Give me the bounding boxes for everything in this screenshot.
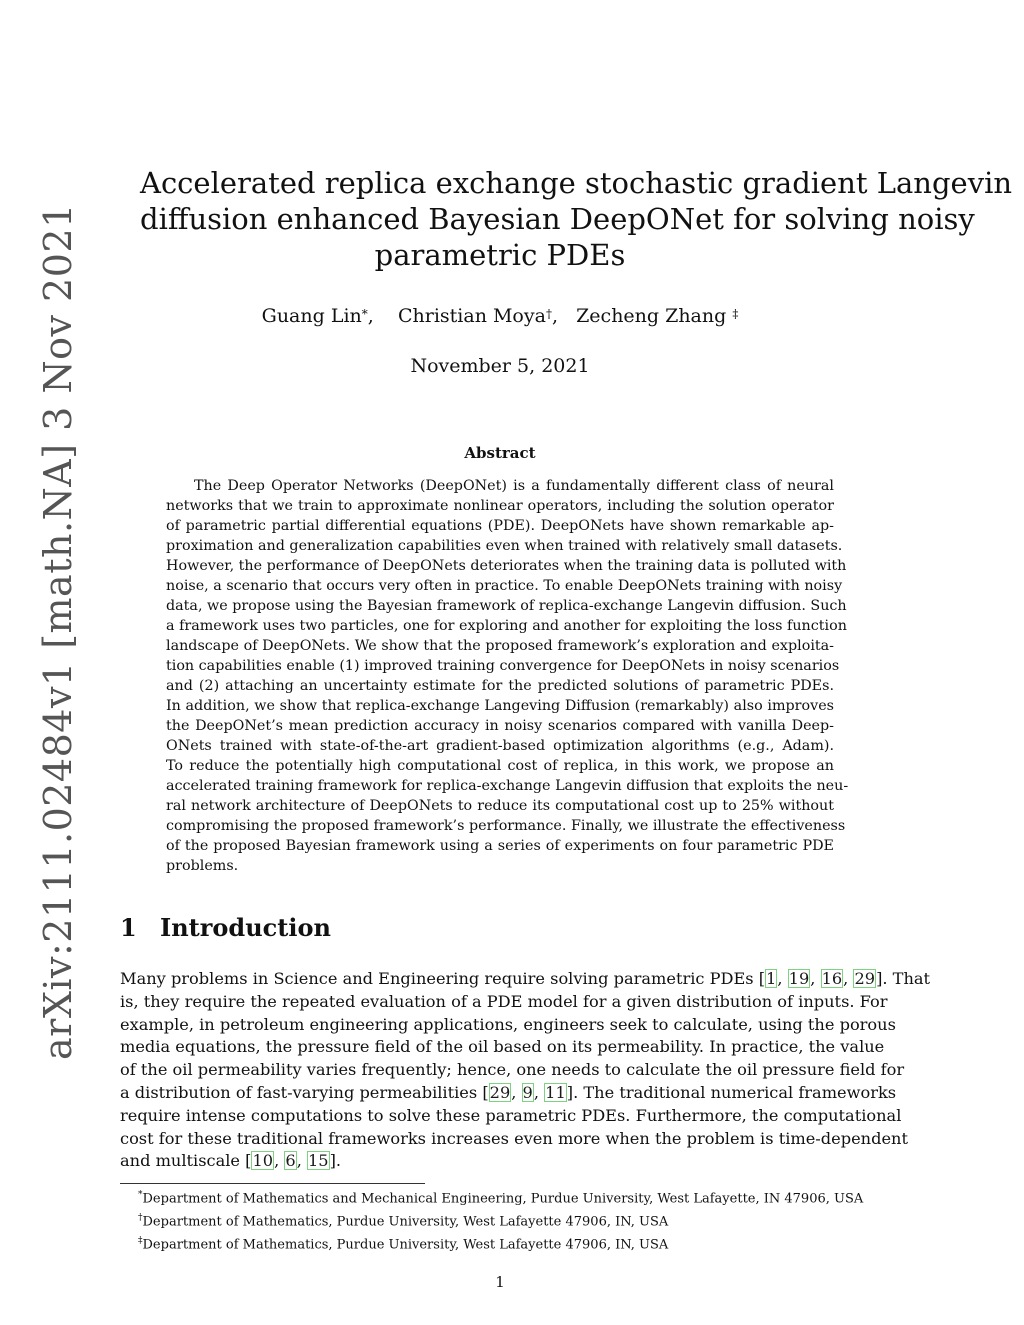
abstract-line: tion capabilities enable (1) improved training convergence for DeepONets in noisy scenarios: [166, 658, 840, 674]
arxiv-identifier: arXiv:2111.02484v1 [math.NA] 3 Nov 2021: [36, 203, 80, 1060]
paper-title: [140, 165, 1013, 273]
abstract-line: networks that we train to approximate nonlinear operators, including the solution operator: [166, 498, 834, 514]
citation-link[interactable]: 10: [252, 1151, 274, 1171]
footnote-mark: *: [138, 1190, 143, 1200]
abstract-line: problems.: [166, 858, 239, 874]
citation-link[interactable]: 16: [821, 969, 843, 988]
author-name: Zecheng Zhang: [576, 305, 727, 327]
footnote-text: Department of Mathematics, Purdue University, West Lafayette 47906, IN, USA: [142, 1236, 669, 1252]
title-line: Accelerated replica exchange stochastic gradient Langevin: [140, 166, 1013, 200]
body-text: and multiscale [: [120, 1151, 252, 1171]
body-text: ]. That: [876, 969, 931, 988]
title-line: parametric PDEs: [374, 238, 626, 272]
abstract-line: ONets trained with state-of-the-art gradient-based optimization algorithms (e.g., Adam).: [166, 738, 834, 754]
section-number: 1: [120, 913, 137, 942]
page-number: 1: [495, 1273, 505, 1291]
body-text: Many problems in Science and Engineering require solving parametric PDEs [: [120, 969, 766, 988]
citation-link[interactable]: 29: [854, 969, 876, 988]
section-heading: [120, 910, 331, 946]
footnote-text: Department of Mathematics, Purdue University, West Lafayette 47906, IN, USA: [142, 1214, 669, 1230]
abstract-line: a framework uses two particles, one for exploring and another for exploiting the loss function: [166, 618, 847, 634]
section-title: Introduction: [160, 913, 331, 942]
author-list: Guang Lin*, Christian Moya†, Zecheng Zhang ‡: [261, 305, 739, 327]
abstract-line: accelerated training framework for replica-exchange Langevin diffusion that exploits the neu-: [166, 778, 849, 794]
abstract-line: of the proposed Bayesian framework using a series of experiments on four parametric PDE: [166, 838, 834, 854]
footnote: [120, 1209, 863, 1232]
body-line: cost for these traditional frameworks increases even more when the problem is time-dependent: [120, 1128, 908, 1148]
abstract-heading: Abstract: [464, 444, 536, 462]
abstract-line: ral network architecture of DeepONets to reduce its computational cost up to 25% without: [166, 798, 834, 814]
footnote: [120, 1232, 863, 1255]
paper-date: November 5, 2021: [410, 355, 590, 377]
citation-link[interactable]: 19: [788, 969, 810, 988]
footnote-mark: ‡: [138, 1235, 143, 1246]
title-line: diffusion enhanced Bayesian DeepONet for solving noisy: [140, 202, 975, 236]
body-text: ].: [329, 1151, 342, 1171]
citation-link[interactable]: 6: [285, 1151, 296, 1171]
author-footnote-mark[interactable]: *: [361, 307, 368, 321]
body-line: example, in petroleum engineering applications, engineers seek to calculate, using the porous: [120, 1014, 896, 1034]
body-line: media equations, the pressure field of the oil based on its permeability. In practice, the value: [120, 1037, 885, 1057]
author-name: Guang Lin: [261, 305, 362, 327]
citation-link[interactable]: 29: [489, 1082, 511, 1102]
body-line: Many problems in Science and Engineering require solving parametric PDEs [1, 19, 16, 29]. That: [120, 969, 931, 988]
author-footnote-mark[interactable]: ‡: [732, 307, 739, 321]
abstract-line: noise, a scenario that occurs very often in practice. To enable DeepONets training with noisy: [166, 578, 843, 594]
citation-link[interactable]: 15: [307, 1151, 329, 1171]
footnote-divider: [120, 1183, 425, 1184]
abstract-line: compromising the proposed framework’s performance. Finally, we illustrate the effectiveness: [166, 818, 846, 834]
footnote-text: Department of Mathematics and Mechanical Engineering, Purdue University, West Lafayette, IN 47906, USA: [142, 1191, 864, 1207]
citation-link[interactable]: 11: [545, 1082, 566, 1102]
abstract-line: data, we propose using the Bayesian framework of replica-exchange Langevin diffusion. Such: [166, 598, 847, 614]
abstract-line: landscape of DeepONets. We show that the proposed framework’s exploration and exploita-: [166, 638, 834, 654]
footnotes: [120, 1186, 863, 1254]
abstract-line: the DeepONet’s mean prediction accuracy in noisy scenarios compared with vanilla Deep-: [166, 718, 834, 734]
footnote-mark: †: [138, 1212, 143, 1223]
footnote: [120, 1186, 863, 1209]
author-name: Christian Moya: [397, 305, 546, 327]
body-text: a distribution of fast-varying permeabilities [: [120, 1082, 489, 1102]
citation-link[interactable]: 1: [766, 969, 777, 988]
author-footnote-mark[interactable]: †: [545, 307, 552, 321]
abstract-line: However, the performance of DeepONets deteriorates when the training data is polluted with: [166, 558, 847, 574]
abstract-line: The Deep Operator Networks (DeepONet) is a fundamentally different class of neural: [194, 478, 834, 494]
abstract-line: In addition, we show that replica-exchange Langeving Diffusion (remarkably) also improves: [166, 698, 834, 714]
body-text: ]. The traditional numerical frameworks: [566, 1082, 897, 1102]
abstract-line: To reduce the potentially high computational cost of replica, in this work, we propose an: [166, 758, 834, 774]
citation-link[interactable]: 9: [522, 1082, 533, 1102]
body-line: and multiscale [10, 6, 15].: [120, 1151, 342, 1171]
introduction-body: [120, 968, 931, 1173]
body-line: of the oil permeability varies frequently; hence, one needs to calculate the oil pressure field for: [120, 1060, 905, 1080]
abstract-line: proximation and generalization capabilities even when trained with relatively small datasets.: [166, 538, 843, 554]
abstract-line: of parametric partial differential equations (PDE). DeepONets have shown remarkable ap-: [166, 518, 834, 534]
body-line: is, they require the repeated evaluation of a PDE model for a given distribution of inputs. For: [120, 991, 888, 1011]
abstract-line: and (2) attaching an uncertainty estimate for the predicted solutions of parametric PDEs.: [166, 678, 834, 694]
abstract-body: [166, 476, 849, 876]
body-line: a distribution of fast-varying permeabilities [29, 9, 11]. The traditional numerical frameworks: [120, 1082, 897, 1102]
body-line: require intense computations to solve these parametric PDEs. Furthermore, the computational: [120, 1105, 902, 1125]
